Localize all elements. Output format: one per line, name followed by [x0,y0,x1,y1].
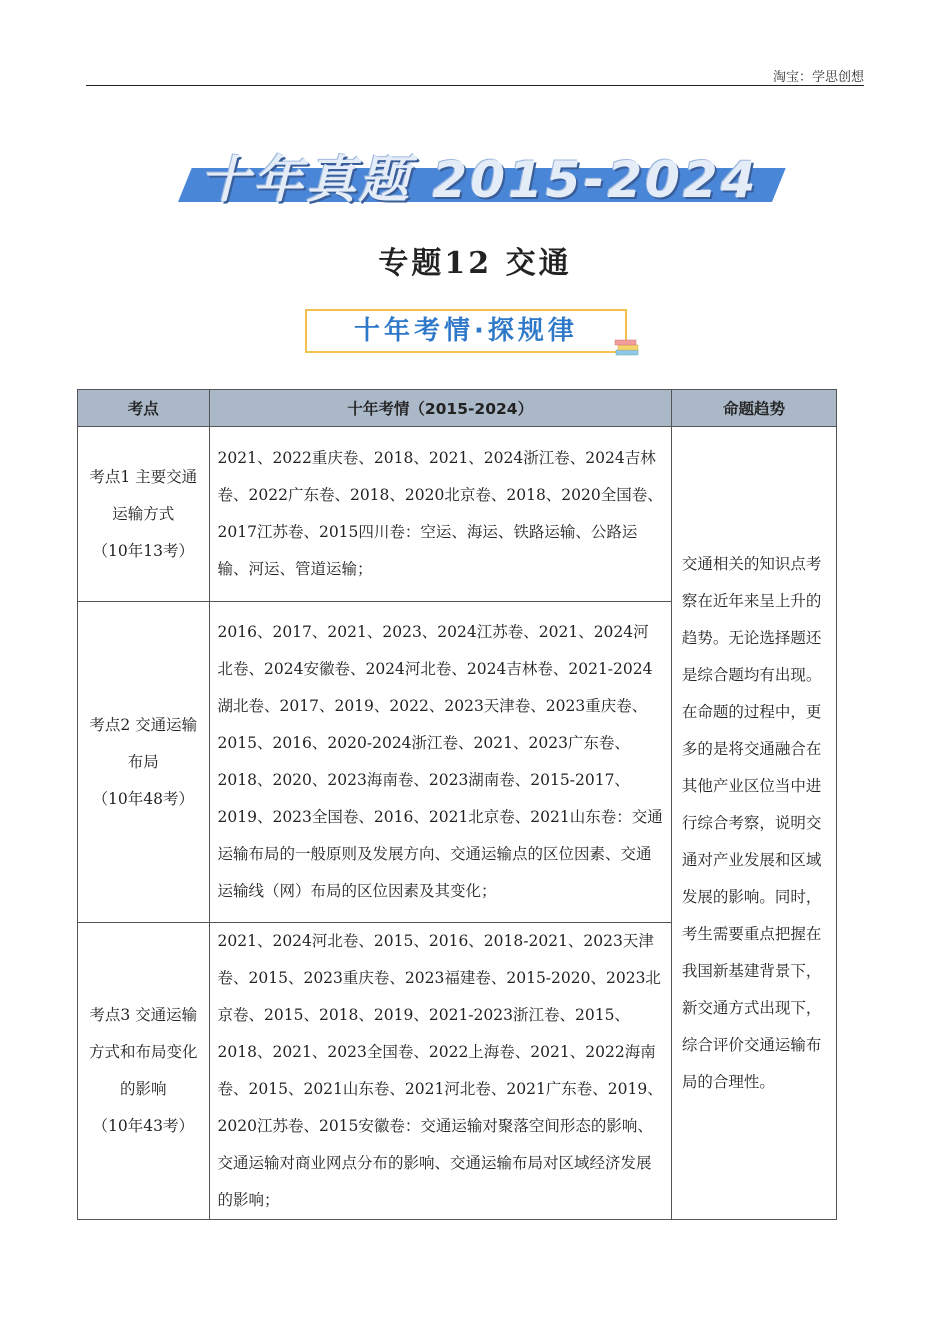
point-cell [78,427,210,602]
exam-table [77,389,837,1220]
trend-cell [671,427,836,1220]
title-banner [178,140,772,209]
point-count: （10年43考） [92,1117,194,1135]
header-trend: 命题趋势 [671,390,836,427]
books-icon [612,336,642,358]
point-name: 考点1 主要交通运输方式 [89,467,198,523]
subject-title: 专题12 交通 [378,246,572,281]
point-count: （10年48考） [92,789,194,808]
context-cell: 2021、2022重庆卷、2018、2021、2024浙江卷、2024吉林卷、2022广东卷、2018、2020北京卷、2018、2020全国卷、2017江苏卷、2015四川卷：空运、海运、铁路运输、公路运输、河运、管道运输； [209,427,671,602]
header-divider [86,85,864,86]
table-header-row [78,390,837,427]
banner-text: 十年真题 2015-2024 [200,151,759,209]
point-cell [78,602,210,923]
context-cell: 2016、2017、2021、2023、2024江苏卷、2021、2024河北卷、2024安徽卷、2024河北卷、2024吉林卷、2021-2024湖北卷、2017、2019、2022、2023天津卷、2023重庆卷、2015、2016、2020-2024浙江卷、2021、2023广东卷、2018、2020、2023海南卷、2023湖南卷、2015-2017、2019、2023全国卷、2016、2021北京卷、2021山东卷：交通运输布局的一般原则及发展方向、交通运输点的区位因素、交通运输线（网）布局的区位因素及其变化； [209,602,671,923]
header-context: 十年考情（2015-2024） [209,390,671,427]
header-note: 淘宝：学思创想 [772,70,864,85]
point-name: 考点2 交通运输布局 [89,715,198,771]
table-row [78,427,837,602]
context-cell: 2021、2024河北卷、2015、2016、2018-2021、2023天津卷、2015、2023重庆卷、2023福建卷、2015-2020、2023北京卷、2015、2018、2019、2021-2023浙江卷、2015、2018、2021、2023全国卷、2022上海卷、2021、2022海南卷、2015、2021山东卷、2021河北卷、2021广东卷、2019、2020江苏卷、2015安徽卷：交通运输对聚落空间形态的影响、交通运输对商业网点分布的影响、交通运输布局对区域经济发展的影响； [209,923,671,1220]
trend-text: 交通相关的知识点考察在近年来呈上升的趋势。无论选择题还是综合题均有出现。在命题的过程中，更多的是将交通融合在其他产业区位当中进行综合考察，说明交通对产业发展和区域发展的影响。同时，考生需要重点把握在我国新基建背景下，新交通方式出现下，综合评价交通运输布局的合理性。 [681,554,822,1091]
section-tag [305,309,627,353]
section-tag-text: 十年考情·探规律 [354,316,578,346]
header-point: 考点 [78,390,210,427]
point-name: 考点3 交通运输方式和布局变化的影响 [89,1006,198,1098]
point-cell [78,923,210,1220]
point-count: （10年13考） [92,541,194,560]
